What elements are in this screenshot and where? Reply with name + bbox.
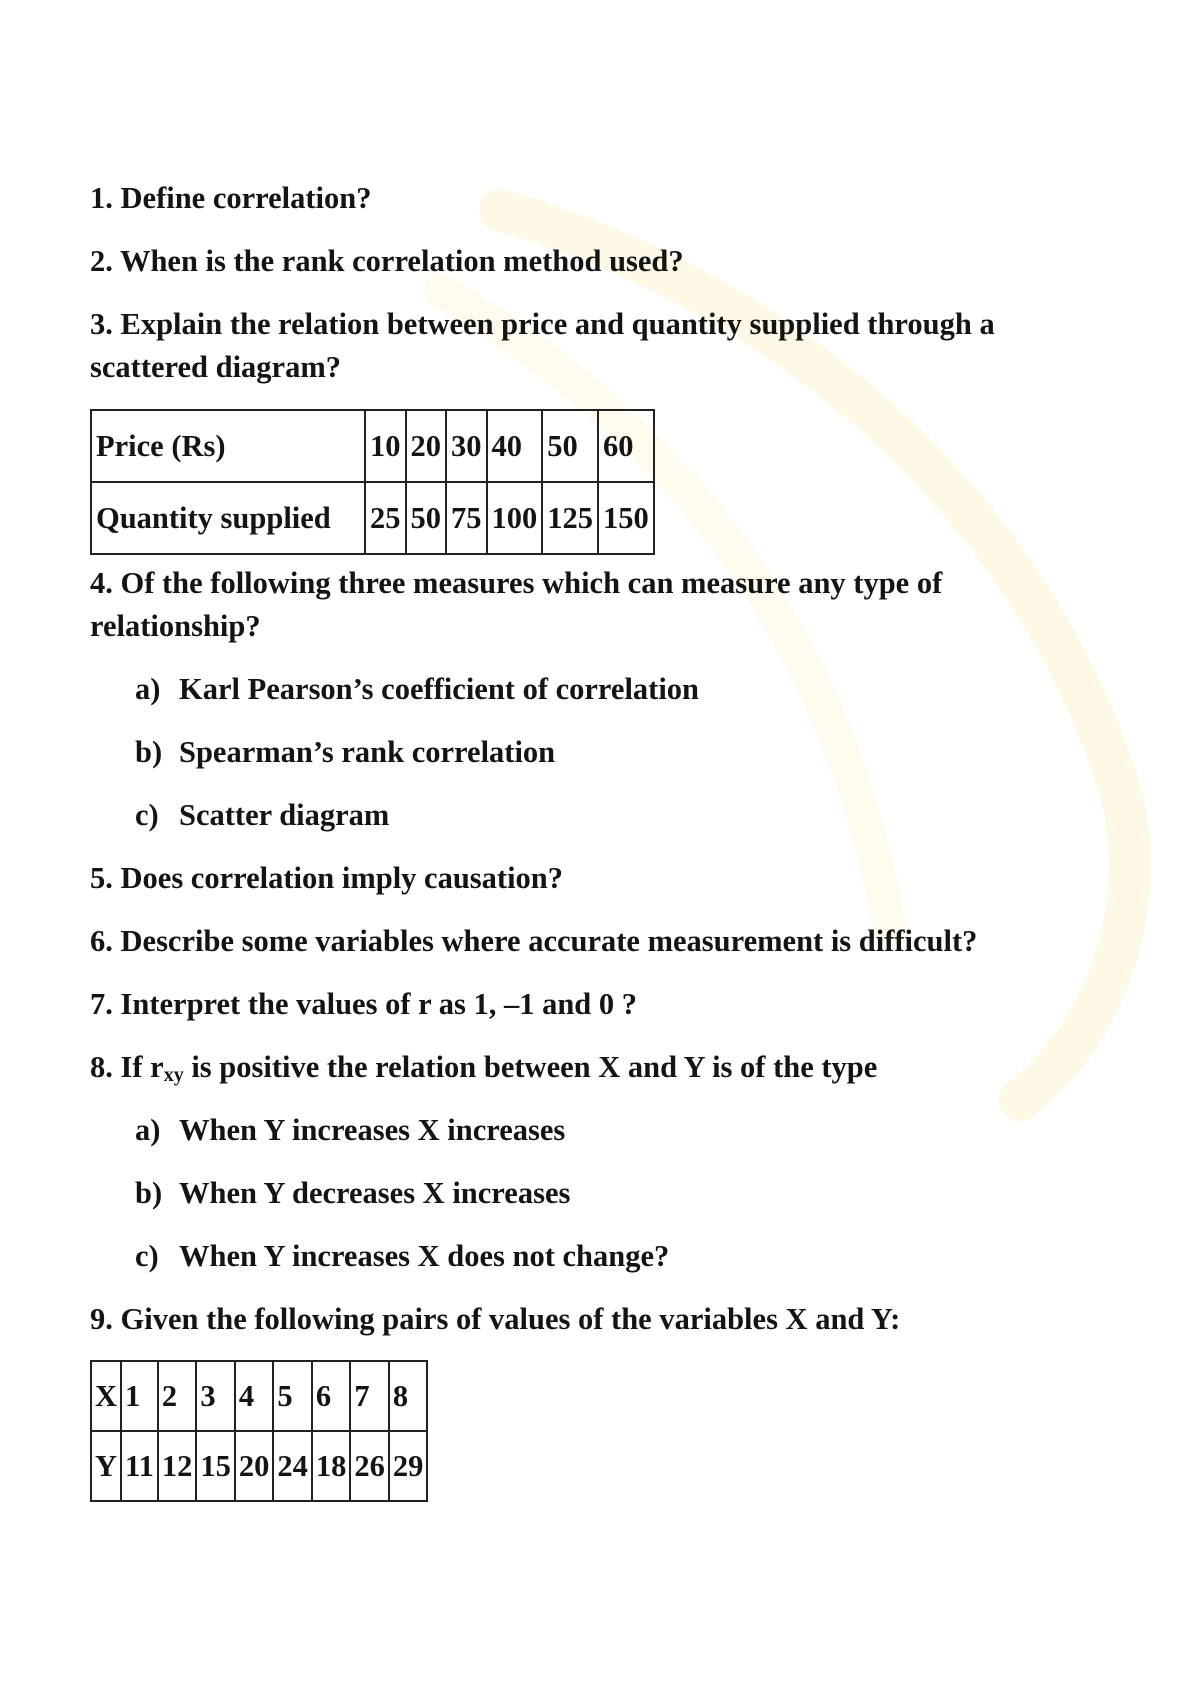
question-6: 6. Describe some variables where accurate measurement is difficult? [90,924,978,958]
price-cell: 20 [406,410,447,482]
option-text: When Y increases X increases [179,1113,566,1147]
question-7: 7. Interpret the values of r as 1, –1 and 0 ? [90,987,638,1021]
option-text: Scatter diagram [179,798,390,832]
option-text: Spearman’s rank correlation [179,735,556,769]
x-cell: 1 [121,1361,158,1431]
x-row [91,1361,427,1431]
question-4-line-2: relationship? [90,609,261,643]
question-8-suffix: is positive the relation between X and Y is of the type [183,1050,878,1084]
question-9: 9. Given the following pairs of values of the variables X and Y: [90,1302,901,1336]
option-text: When Y increases X does not change? [179,1239,670,1273]
quantity-cell: 75 [446,482,487,554]
option-text: When Y decreases X increases [179,1176,571,1210]
x-cell: 7 [350,1361,389,1431]
option-letter: b) [135,735,163,769]
question-8-option-b [135,1177,570,1209]
price-cell: 50 [542,410,598,482]
price-label-cell: Price (Rs) [91,410,365,482]
x-cell: 6 [312,1361,351,1431]
question-8-subscript: xy [163,1064,184,1086]
price-cell: 10 [365,410,406,482]
y-cell: 29 [389,1431,428,1501]
option-letter: a) [135,1113,161,1147]
question-3-line-1: 3. Explain the relation between price and quantity supplied through a [90,307,995,341]
question-2: 2. When is the rank correlation method used? [90,244,684,278]
xy-values-table [90,1360,428,1502]
x-label-cell: X [91,1361,121,1431]
x-cell: 8 [389,1361,428,1431]
option-letter: b) [135,1176,163,1210]
quantity-row [91,482,654,554]
price-cell: 30 [446,410,487,482]
question-4-line-1: 4. Of the following three measures which can measure any type of [90,566,943,600]
option-letter: c) [135,1239,159,1273]
y-row [91,1431,427,1501]
x-cell: 3 [196,1361,235,1431]
question-4-option-b [135,736,555,768]
question-8-option-c [135,1240,669,1272]
option-letter: a) [135,672,161,706]
price-row [91,410,654,482]
x-cell: 5 [273,1361,312,1431]
price-quantity-table [90,409,655,555]
x-cell: 4 [235,1361,274,1431]
question-4-option-a [135,673,699,705]
y-cell: 15 [196,1431,235,1501]
x-cell: 2 [158,1361,197,1431]
question-8-option-a [135,1114,565,1146]
price-cell: 60 [598,410,654,482]
y-cell: 26 [350,1431,389,1501]
y-cell: 20 [235,1431,274,1501]
y-label-cell: Y [91,1431,121,1501]
option-text: Karl Pearson’s coefficient of correlation [179,672,700,706]
quantity-cell: 125 [542,482,598,554]
quantity-cell: 25 [365,482,406,554]
y-cell: 12 [158,1431,197,1501]
y-cell: 11 [121,1431,158,1501]
y-cell: 24 [273,1431,312,1501]
question-5: 5. Does correlation imply causation? [90,861,564,895]
option-letter: c) [135,798,159,832]
question-8 [90,1051,877,1086]
question-3-line-2: scattered diagram? [90,350,341,384]
quantity-cell: 50 [406,482,447,554]
price-cell: 40 [487,410,543,482]
quantity-cell: 150 [598,482,654,554]
quantity-cell: 100 [487,482,543,554]
question-8-prefix: 8. If r [90,1050,164,1084]
question-4-option-c [135,799,389,831]
quantity-label-cell: Quantity supplied [91,482,365,554]
y-cell: 18 [312,1431,351,1501]
question-1: 1. Define correlation? [90,181,372,215]
